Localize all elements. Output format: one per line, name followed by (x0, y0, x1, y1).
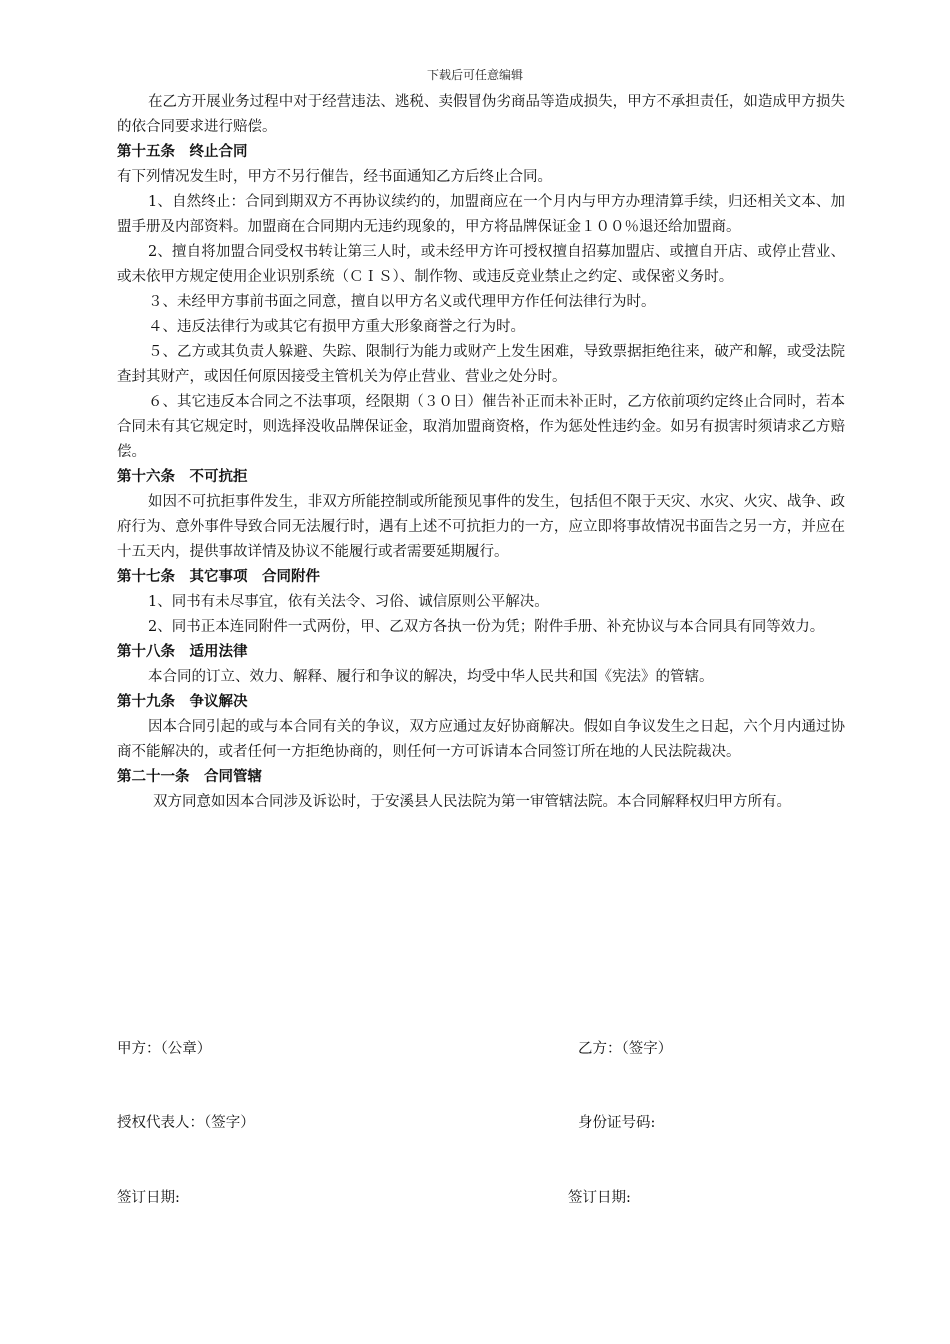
party-b-signature-label: 乙方：（签字） (578, 1041, 673, 1057)
section-19-body: 因本合同引起的或与本合同有关的争议，双方应通过友好协商解决。假如自争议发生之日起，六个月内通过协商不能解决的，或者任何一方拒绝协商的，则任何一方可诉请本合同签订所在地的人民法院裁决。 (117, 719, 845, 760)
id-number-label: 身份证号码: (578, 1115, 656, 1131)
authorized-rep-label: 授权代表人：（签字） (117, 1115, 255, 1131)
section-17-item-2: 2、同书正本连同附件一式两份，甲、乙双方各执一份为凭；附件手册、补充协议与本合同具有同等效力。 (148, 619, 825, 635)
section-17-title: 第十七条 其它事项 合同附件 (117, 569, 320, 585)
section-15-item-2: 2、擅自将加盟合同受权书转让第三人时，或未经甲方许可授权擅自招募加盟店、或擅自开店、或停止营业、或未依甲方规定使用企业识别系统（ＣＩＳ）、制作物、或违反竞业禁止之约定、或保密义务时。 (117, 244, 845, 285)
section-15-item-1: 1、自然终止：合同到期双方不再协议续约的，加盟商应在一个月内与甲方办理清算手续，归还相关文本、加盟手册及内部资料。加盟商在合同期内无违约现象的，甲方将品牌保证金１００％退还给加盟商。 (117, 194, 845, 235)
section-15-title: 第十五条 终止合同 (117, 144, 248, 160)
intro-paragraph: 在乙方开展业务过程中对于经营违法、逃税、卖假冒伪劣商品等造成损失，甲方不承担责任，如造成甲方损失的依合同要求进行赔偿。 (117, 94, 845, 135)
section-18-body: 本合同的订立、效力、解释、履行和争议的解决，均受中华人民共和国《宪法》的管辖。 (148, 669, 714, 685)
section-15-lead: 有下列情况发生时，甲方不另行催告，经书面通知乙方后终止合同。 (117, 169, 552, 185)
section-17-item-1: 1、同书有未尽事宜，依有关法令、习俗、诚信原则公平解决。 (148, 594, 549, 610)
section-16-body: 如因不可抗拒事件发生，非双方所能控制或所能预见事件的发生，包括但不限于天灾、水灾、火灾、战争、政府行为、意外事件导致合同无法履行时，遇有上述不可抗拒力的一方，应立即将事故情况书面告之另一方，并应在十五天内，提供事故详情及协议不能履行或者需要延期履行。 (117, 494, 845, 560)
sign-date-a-label: 签订日期: (117, 1190, 180, 1206)
section-15-item-3: ３、未经甲方事前书面之同意，擅自以甲方名义或代理甲方作任何法律行为时。 (148, 294, 656, 310)
section-19-title: 第十九条 争议解决 (117, 694, 248, 710)
section-16-title: 第十六条 不可抗拒 (117, 469, 248, 485)
section-15-item-6: ６、其它违反本合同之不法事项，经限期（３０日）催告补正而未补正时，乙方依前项约定终止合同时，若本合同未有其它规定时，则选择没收品牌保证金，取消加盟商资格，作为惩处性违约金。如另有损害时须请求乙方赔偿。 (117, 394, 845, 460)
contract-body (117, 90, 845, 815)
section-15-item-5: ５、乙方或其负责人躲避、失踪、限制行为能力或财产上发生困难，导致票据拒绝往来，破产和解，或受法院查封其财产，或因任何原因接受主管机关为停止营业、营业之处分时。 (117, 344, 845, 385)
party-a-seal-label: 甲方：（公章） (117, 1041, 212, 1057)
section-15-item-4: ４、违反法律行为或其它有损甲方重大形象商誉之行为时。 (148, 319, 525, 335)
sign-date-b-label: 签订日期: (568, 1190, 631, 1206)
section-18-title: 第十八条 适用法律 (117, 644, 248, 660)
section-21-title: 第二十一条 合同管辖 (117, 769, 262, 785)
page-header-note: 下载后可任意编辑 (426, 68, 523, 82)
section-21-body: 双方同意如因本合同涉及诉讼时，于安溪县人民法院为第一审管辖法院。本合同解释权归甲方所有。 (153, 794, 791, 810)
